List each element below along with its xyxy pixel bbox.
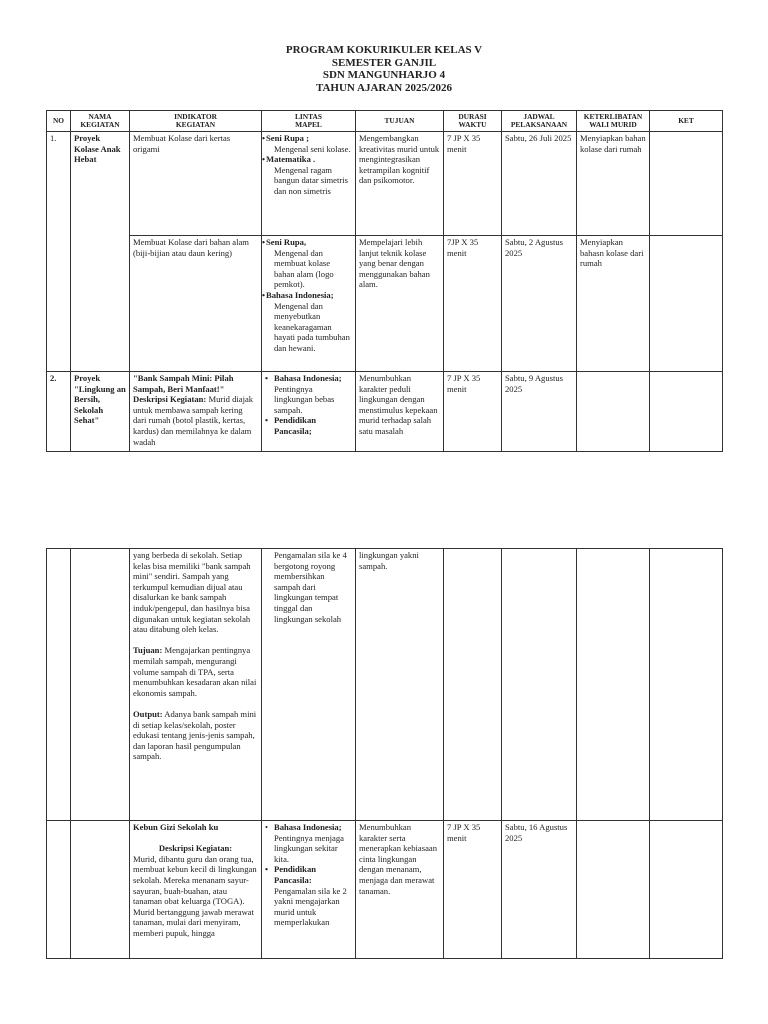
indikator-desc: Murid, dibantu guru dan orang tua, membuat kebun kecil di lingkungan sekolah. Mereka menanam sayur-sayuran, buah-buahan, atau tanaman obat keluarga (TOGA). Murid bertanggung jawab merawat tanaman, mulai dari menyiram, memberi pupuk, hingga xyxy=(133,853,257,938)
header-lintas: LINTAS MAPEL xyxy=(262,111,356,132)
mapel-title: • Bahasa Indonesia; xyxy=(265,290,352,301)
indikator-tujuan: Tujuan: Mengajarkan pentingnya memilah sampah, mengurangi volume sampah di TPA, serta menumbuhkan kesadaran akan nilai ekonomis sampah. xyxy=(133,645,257,698)
title-line: TAHUN AJARAN 2025/2026 xyxy=(315,81,453,94)
cell-ket xyxy=(650,549,723,821)
cell-indikator xyxy=(130,821,262,959)
cell-tujuan: Menumbuhkan karakter peduli lingkungan dengan menstimulus kepekaan murid terhadap salah satu masalah xyxy=(356,372,444,452)
mapel-title: • Bahasa Indonesia; xyxy=(265,373,352,384)
cell-ket xyxy=(650,821,723,959)
cell-tujuan: Mengembangkan kreativitas murid untuk mengintegrasikan ketrampilan kognitif dan psikomotor. xyxy=(356,132,444,236)
cell-nama xyxy=(71,821,130,959)
mapel-title: • Seni Rupa, xyxy=(265,237,352,248)
header-tujuan: TUJUAN xyxy=(356,111,444,132)
cell-tujuan: Menumbuhkan karakter serta menerapkan kebiasaan cinta lingkungan dengan menanam, menjaga dan merawat tanaman. xyxy=(356,821,444,959)
cell-jadwal xyxy=(502,549,577,821)
mapel-text: Mengenal ragam bangun datar simetris dan non simetris xyxy=(274,164,348,196)
header-nama: NAMA KEGIATAN xyxy=(71,111,130,132)
cell-jadwal: Sabtu, 2 Agustus 2025 xyxy=(502,236,577,372)
cell-wali xyxy=(577,821,650,959)
mapel-text: Pengamalan sila ke 2 yakni mengajarkan murid untuk memperlakukan xyxy=(274,885,347,928)
program-table-page2 xyxy=(46,548,723,959)
cell-nama: Proyek Kolase Anak Hebat xyxy=(71,132,130,372)
program-table-page1 xyxy=(46,110,723,452)
indikator-title: Kebun Gizi Sekolah ku xyxy=(133,822,219,832)
cell-indikator xyxy=(130,549,262,821)
cell-ket xyxy=(650,236,723,372)
indikator-desc-label: Deskripsi Kegiatan: xyxy=(158,843,233,854)
header-indikator: INDIKATOR KEGIATAN xyxy=(130,111,262,132)
title-line: SEMESTER GANJIL xyxy=(331,56,437,69)
header-keterlibatan: KETERLIBATAN WALI MURID xyxy=(577,111,650,132)
cell-ket xyxy=(650,372,723,452)
cell-durasi: 7JP X 35 menit xyxy=(444,236,502,372)
header-no: NO xyxy=(47,111,71,132)
cell-lintas-mapel xyxy=(262,821,356,959)
cell-jadwal: Sabtu, 26 Juli 2025 xyxy=(502,132,577,236)
cell-lintas-mapel xyxy=(262,372,356,452)
cell-durasi: 7 JP X 35 menit xyxy=(444,372,502,452)
cell-wali xyxy=(577,549,650,821)
table-row xyxy=(47,549,723,821)
cell-indikator: Membuat Kolase dari kertas origami xyxy=(130,132,262,236)
mapel-text: Pengamalan sila ke 4 bergotong royong membersihkan sampah dari lingkungan tempat tinggal dan lingkungan sekolah xyxy=(274,550,347,624)
cell-no xyxy=(47,821,71,959)
cell-wali xyxy=(577,372,650,452)
indikator-desc: Deskripsi Kegiatan: Murid diajak untuk membawa sampah kering dari rumah (botol plastik, kertas, kardus) dan memilahnya ke dalam wadah xyxy=(133,394,254,447)
header-jadwal: JADWAL PELAKSANAAN xyxy=(502,111,577,132)
cell-durasi xyxy=(444,549,502,821)
cell-durasi: 7 JP X 35 menit xyxy=(444,821,502,959)
table-header-row xyxy=(47,111,723,132)
mapel-text: Pentingnya menjaga lingkungan sekitar kita. xyxy=(274,832,344,864)
indikator-title: "Bank Sampah Mini: Pilah Sampah, Beri Manfaat!" xyxy=(133,373,234,394)
cell-tujuan: lingkungan yakni sampah. xyxy=(356,549,444,821)
cell-nama: Proyek "Lingkung an Bersih, Sekolah Sehat" xyxy=(71,372,130,452)
indikator-output: Output: Adanya bank sampah mini di setiap kelas/sekolah, poster edukasi tentang jenis-jenis sampah, dan laporan hasil pengumpulan sampah. xyxy=(133,708,257,762)
cell-indikator xyxy=(130,372,262,452)
cell-lintas-mapel xyxy=(262,132,356,236)
mapel-title: • Seni Rupa ; xyxy=(265,133,352,144)
document-title xyxy=(0,44,768,94)
title-line: PROGRAM KOKURIKULER KELAS V xyxy=(285,44,483,56)
mapel-text: Mengenal seni kolase. xyxy=(274,143,351,154)
mapel-text: Mengenal dan menyebutkan keanekaragaman hayati pada tumbuhan dan hewani. xyxy=(274,300,350,353)
mapel-item: • Bahasa Indonesia; xyxy=(265,822,352,833)
header-durasi: DURASI WAKTU xyxy=(444,111,502,132)
cell-lintas-mapel xyxy=(262,549,356,821)
cell-jadwal: Sabtu, 9 Agustus 2025 xyxy=(502,372,577,452)
table-row xyxy=(47,372,723,452)
cell-nama xyxy=(71,549,130,821)
cell-no xyxy=(47,549,71,821)
mapel-title: • Pendidikan Pancasila; xyxy=(265,415,352,436)
cell-wali: Menyiapkan bahan kolase dari rumah xyxy=(577,132,650,236)
cell-lintas-mapel xyxy=(262,236,356,372)
cell-jadwal: Sabtu, 16 Agustus 2025 xyxy=(502,821,577,959)
cell-tujuan: Mempelajari lebih lanjut teknik kolase yang benar dengan menggunakan bahan alam. xyxy=(356,236,444,372)
cell-durasi: 7 JP X 35 menit xyxy=(444,132,502,236)
cell-no: 1. xyxy=(47,132,71,372)
mapel-title: • Matematika . xyxy=(265,154,352,165)
cell-indikator: Membuat Kolase dari bahan alam (biji-bijian atau daun kering) xyxy=(130,236,262,372)
title-line: SDN MANGUNHARJO 4 xyxy=(322,69,446,81)
mapel-title: • Pendidikan Pancasila: xyxy=(265,864,352,885)
cell-ket xyxy=(650,132,723,236)
table-row xyxy=(47,821,723,959)
mapel-text: Pentingnya lingkungan bebas sampah. xyxy=(274,383,335,415)
cell-no: 2. xyxy=(47,372,71,452)
indikator-text: yang berbeda di sekolah. Setiap kelas bisa memiliki "bank sampah mini" sendiri. Sampah yang terkumpul kemudian dijual atau disalurkan ke bank sampah induk/pengepul, dan hasilnya bisa digunakan untuk kegiatan sekolah atau ditabung oleh kelas. xyxy=(133,550,251,635)
table-row xyxy=(47,236,723,372)
header-ket: KET xyxy=(650,111,723,132)
table-row xyxy=(47,132,723,236)
cell-wali: Menyiapkan bahasn kolase dari rumah xyxy=(577,236,650,372)
mapel-text: Mengenal dan membuat kolase bahan alam (logo pemkot). xyxy=(274,247,334,290)
